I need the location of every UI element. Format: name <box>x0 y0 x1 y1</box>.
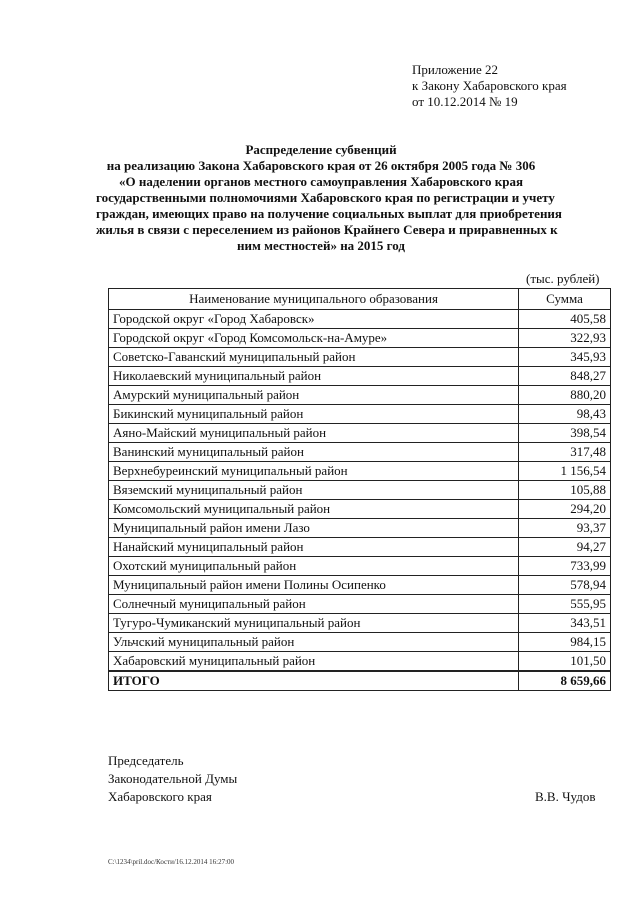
subvention-sum: 294,20 <box>519 500 611 519</box>
signature-region: Хабаровского края <box>108 789 212 804</box>
table-row <box>109 386 611 405</box>
table-row <box>109 595 611 614</box>
subvention-sum: 343,51 <box>519 614 611 633</box>
subvention-sum: 405,58 <box>519 310 611 329</box>
table-row <box>109 633 611 652</box>
municipality-name: Аяно-Майский муниципальный район <box>109 424 519 443</box>
signer-name: В.В. Чудов <box>535 789 596 804</box>
subventions-table <box>108 288 611 691</box>
signature-body: Законодательной Думы <box>108 771 238 786</box>
table-row <box>109 614 611 633</box>
title-line: жилья в связи с переселением из районов Крайнего Севера и приравненных к <box>96 222 558 237</box>
total-label: ИТОГО <box>109 671 519 691</box>
table-row <box>109 519 611 538</box>
unit-label: (тыс. рублей) <box>526 271 600 286</box>
municipality-name: Городской округ «Город Хабаровск» <box>109 310 519 329</box>
municipality-name: Николаевский муниципальный район <box>109 367 519 386</box>
table-row <box>109 576 611 595</box>
municipality-name: Муниципальный район имени Полины Осипенко <box>109 576 519 595</box>
municipality-name: Верхнебуреинский муниципальный район <box>109 462 519 481</box>
subvention-sum: 98,43 <box>519 405 611 424</box>
subvention-sum: 322,93 <box>519 329 611 348</box>
subvention-sum: 101,50 <box>519 652 611 672</box>
table-row <box>109 557 611 576</box>
table-row <box>109 329 611 348</box>
municipality-name: Солнечный муниципальный район <box>109 595 519 614</box>
subvention-sum: 1 156,54 <box>519 462 611 481</box>
table-header-row <box>109 289 611 310</box>
total-sum: 8 659,66 <box>519 671 611 691</box>
table-row <box>109 538 611 557</box>
municipality-name: Городской округ «Город Комсомольск-на-Амуре» <box>109 329 519 348</box>
subvention-sum: 984,15 <box>519 633 611 652</box>
table-row <box>109 500 611 519</box>
appendix-law-date: от 10.12.2014 № 19 <box>412 94 518 109</box>
table-row <box>109 367 611 386</box>
table-row <box>109 443 611 462</box>
title-line: государственными полномочиями Хабаровского края по регистрации и учету <box>96 190 555 205</box>
table-row <box>109 652 611 672</box>
subvention-sum: 880,20 <box>519 386 611 405</box>
title-line: граждан, имеющих право на получение социальных выплат для приобретения <box>96 206 562 221</box>
table-row <box>109 481 611 500</box>
table-row <box>109 405 611 424</box>
table-row <box>109 424 611 443</box>
subvention-sum: 105,88 <box>519 481 611 500</box>
municipality-name: Амурский муниципальный район <box>109 386 519 405</box>
header-sum: Сумма <box>519 289 611 310</box>
municipality-name: Бикинский муниципальный район <box>109 405 519 424</box>
appendix-law-ref: к Закону Хабаровского края <box>412 78 567 93</box>
subvention-sum: 345,93 <box>519 348 611 367</box>
subvention-sum: 848,27 <box>519 367 611 386</box>
table-row <box>109 310 611 329</box>
signature-block <box>108 752 237 806</box>
table-row <box>109 462 611 481</box>
subvention-sum: 578,94 <box>519 576 611 595</box>
title-line: «О наделении органов местного самоуправления Хабаровского края <box>119 174 523 189</box>
subvention-sum: 317,48 <box>519 443 611 462</box>
municipality-name: Ванинский муниципальный район <box>109 443 519 462</box>
municipality-name: Ульчский муниципальный район <box>109 633 519 652</box>
subvention-sum: 93,37 <box>519 519 611 538</box>
total-row <box>109 671 611 691</box>
subvention-sum: 555,95 <box>519 595 611 614</box>
municipality-name: Охотский муниципальный район <box>109 557 519 576</box>
subvention-sum: 94,27 <box>519 538 611 557</box>
municipality-name: Муниципальный район имени Лазо <box>109 519 519 538</box>
title-line: Распределение субвенций <box>245 142 397 157</box>
table-row <box>109 348 611 367</box>
subvention-sum: 398,54 <box>519 424 611 443</box>
municipality-name: Хабаровский муниципальный район <box>109 652 519 672</box>
municipality-name: Нанайский муниципальный район <box>109 538 519 557</box>
municipality-name: Советско-Гаванский муниципальный район <box>109 348 519 367</box>
appendix-header <box>412 62 567 110</box>
municipality-name: Вяземский муниципальный район <box>109 481 519 500</box>
header-municipality: Наименование муниципального образования <box>109 289 519 310</box>
signature-position: Председатель <box>108 753 184 768</box>
document-title <box>96 142 562 254</box>
subvention-sum: 733,99 <box>519 557 611 576</box>
municipality-name: Комсомольский муниципальный район <box>109 500 519 519</box>
municipality-name: Тугуро-Чумиканский муниципальный район <box>109 614 519 633</box>
table-body <box>109 310 611 691</box>
title-line: на реализацию Закона Хабаровского края от 26 октября 2005 года № 306 <box>106 158 536 173</box>
title-line: ним местностей» на 2015 год <box>237 238 405 253</box>
appendix-number: Приложение 22 <box>412 62 499 77</box>
file-path-footer: C:\1234\pril.doc/Кости/16.12.2014 16:27:00 <box>108 858 235 866</box>
